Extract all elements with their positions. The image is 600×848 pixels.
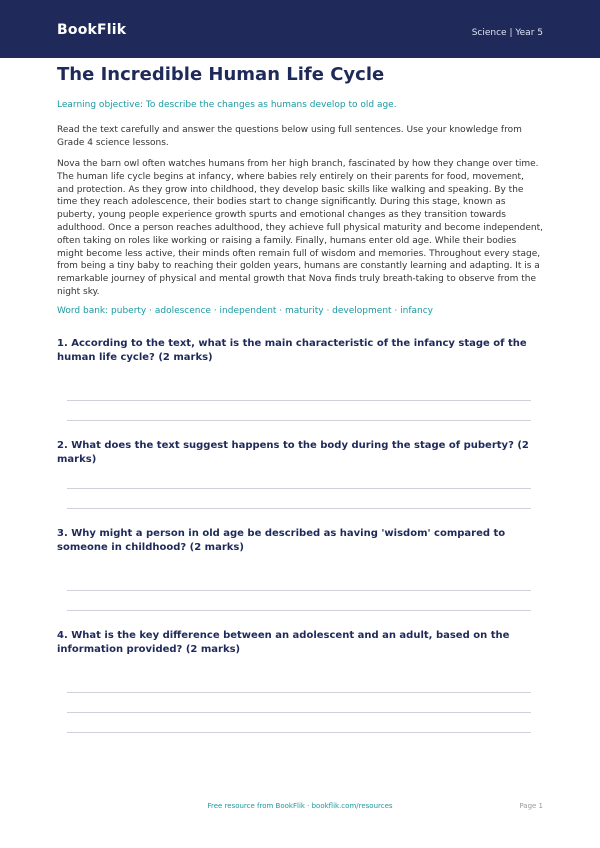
question-3: 3. Why might a person in old age be described as having 'wisdom' compared to someone in childhood? (2 marks) xyxy=(57,528,506,554)
word-bank: Word bank: puberty · adolescence · independent · maturity · development · infancy xyxy=(57,306,434,316)
learning-objective: Learning objective: To describe the changes as humans develop to old age. xyxy=(57,100,397,110)
answer-line[interactable] xyxy=(67,508,531,509)
answer-line[interactable] xyxy=(67,400,531,401)
answer-line[interactable] xyxy=(67,590,531,591)
page-title: The Incredible Human Life Cycle xyxy=(57,64,385,85)
answer-line[interactable] xyxy=(67,712,531,713)
question-2: 2. What does the text suggest happens to the body during the stage of puberty? (2 marks) xyxy=(57,440,529,466)
question-1: 1. According to the text, what is the main characteristic of the infancy stage of the human life cycle? (2 marks) xyxy=(57,338,527,364)
answer-line[interactable] xyxy=(67,488,531,489)
instructions-text: Read the text carefully and answer the questions below using full sentences. Use your knowledge from Grade 4 science lessons. xyxy=(57,125,522,148)
answer-line[interactable] xyxy=(67,732,531,733)
question-4: 4. What is the key difference between an adolescent and an adult, based on the information provided? (2 marks) xyxy=(57,630,510,656)
answer-line[interactable] xyxy=(67,610,531,611)
subject-year-label: Science | Year 5 xyxy=(471,28,543,38)
brand-logo: BookFlik xyxy=(57,22,127,38)
answer-line[interactable] xyxy=(67,692,531,693)
reading-passage: Nova the barn owl often watches humans from her high branch, fascinated by how they change over time. The human life cycle begins at infancy, where babies rely entirely on their parents for food, movement, and protection. As they grow into childhood, they develop basic skills like walking and speaking. By the time they reach adolescence, their bodies start to change significantly. During this stage, known as puberty, young people experience growth spurts and emotional changes as they transition towards adulthood. Once a person reaches adulthood, they achieve full physical maturity and become independent, often taking on roles like working or raising a family. Finally, humans enter old age. While their bodies might become less active, their minds often remain full of wisdom and memories. Throughout every stage, from being a tiny baby to reaching their golden years, humans are constantly learning and adapting. It is a remarkable journey of physical and mental growth that Nova finds truly breath-taking to observe from the night sky. xyxy=(57,159,543,297)
page-header xyxy=(0,0,600,58)
footer-link[interactable]: Free resource from BookFlik · bookflik.com/resources xyxy=(207,802,393,810)
page-number: Page 1 xyxy=(519,802,543,810)
answer-line[interactable] xyxy=(67,420,531,421)
